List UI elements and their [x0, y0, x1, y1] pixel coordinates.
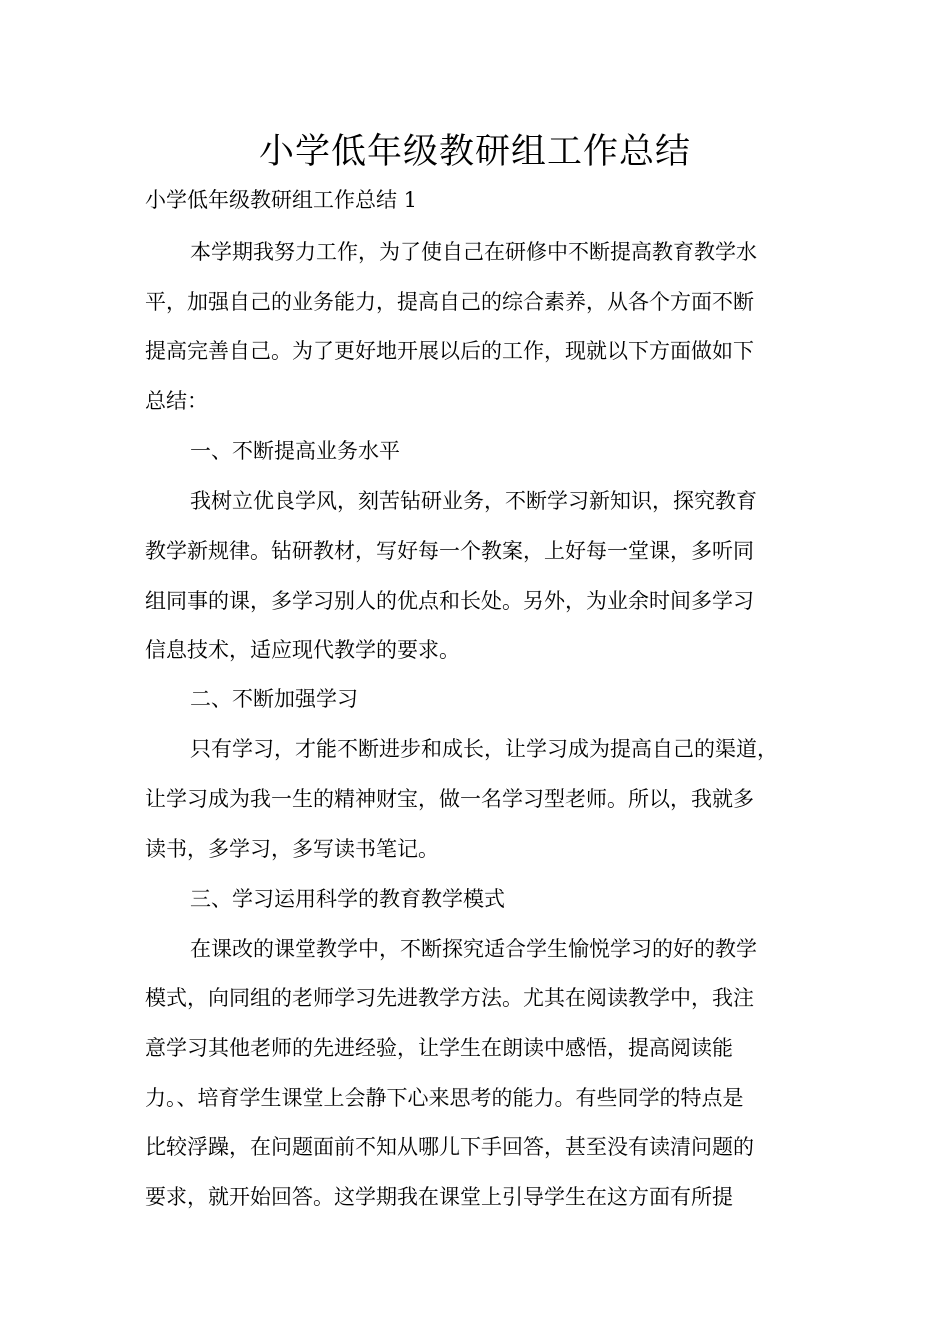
paragraph-line: 让学习成为我一生的精神财宝，做一名学习型老师。所以，我就多: [145, 787, 754, 811]
paragraph-line: 力。、培育学生课堂上会静下心来思考的能力。有些同学的特点是: [145, 1086, 744, 1110]
paragraph-line: 平，加强自己的业务能力，提高自己的综合素养，从各个方面不断: [145, 290, 754, 314]
paragraph-line: 本学期我努力工作，为了使自己在研修中不断提高教育教学水: [190, 240, 757, 264]
document-title: 小学低年级教研组工作总结: [258, 132, 691, 172]
paragraph-line: 要求，就开始回答。这学期我在课堂上引导学生在这方面有所提: [145, 1185, 733, 1209]
section-heading: 二、不断加强学习: [190, 687, 358, 711]
paragraph-line: 提高完善自己。为了更好地开展以后的工作，现就以下方面做如下: [145, 339, 754, 363]
paragraph-line: 教学新规律。钻研教材，写好每一个教案，上好每一堂课，多听同: [145, 539, 754, 563]
paragraph-line: 总结：: [145, 389, 208, 413]
paragraph-line: 只有学习，才能不断进步和成长，让学习成为提高自己的渠道，: [190, 737, 778, 761]
paragraph-line: 我树立优良学风，刻苦钻研业务，不断学习新知识，探究教育: [190, 489, 757, 513]
paragraph-line: 模式，向同组的老师学习先进教学方法。尤其在阅读教学中，我注: [145, 986, 754, 1010]
section-heading: 三、学习运用科学的教育教学模式: [190, 887, 505, 911]
paragraph-line: 比较浮躁，在问题面前不知从哪儿下手回答，甚至没有读清问题的: [145, 1135, 754, 1159]
section-heading: 一、不断提高业务水平: [190, 439, 400, 463]
document-subtitle: 小学低年级教研组工作总结 1: [145, 188, 418, 212]
paragraph-line: 读书，多学习，多写读书笔记。: [145, 837, 439, 861]
paragraph-line: 信息技术，适应现代教学的要求。: [145, 638, 460, 662]
paragraph-line: 组同事的课，多学习别人的优点和长处。另外，为业余时间多学习: [145, 589, 754, 613]
paragraph-line: 在课改的课堂教学中，不断探究适合学生愉悦学习的好的教学: [190, 937, 757, 961]
paragraph-line: 意学习其他老师的先进经验，让学生在朗读中感悟，提高阅读能: [145, 1036, 733, 1060]
